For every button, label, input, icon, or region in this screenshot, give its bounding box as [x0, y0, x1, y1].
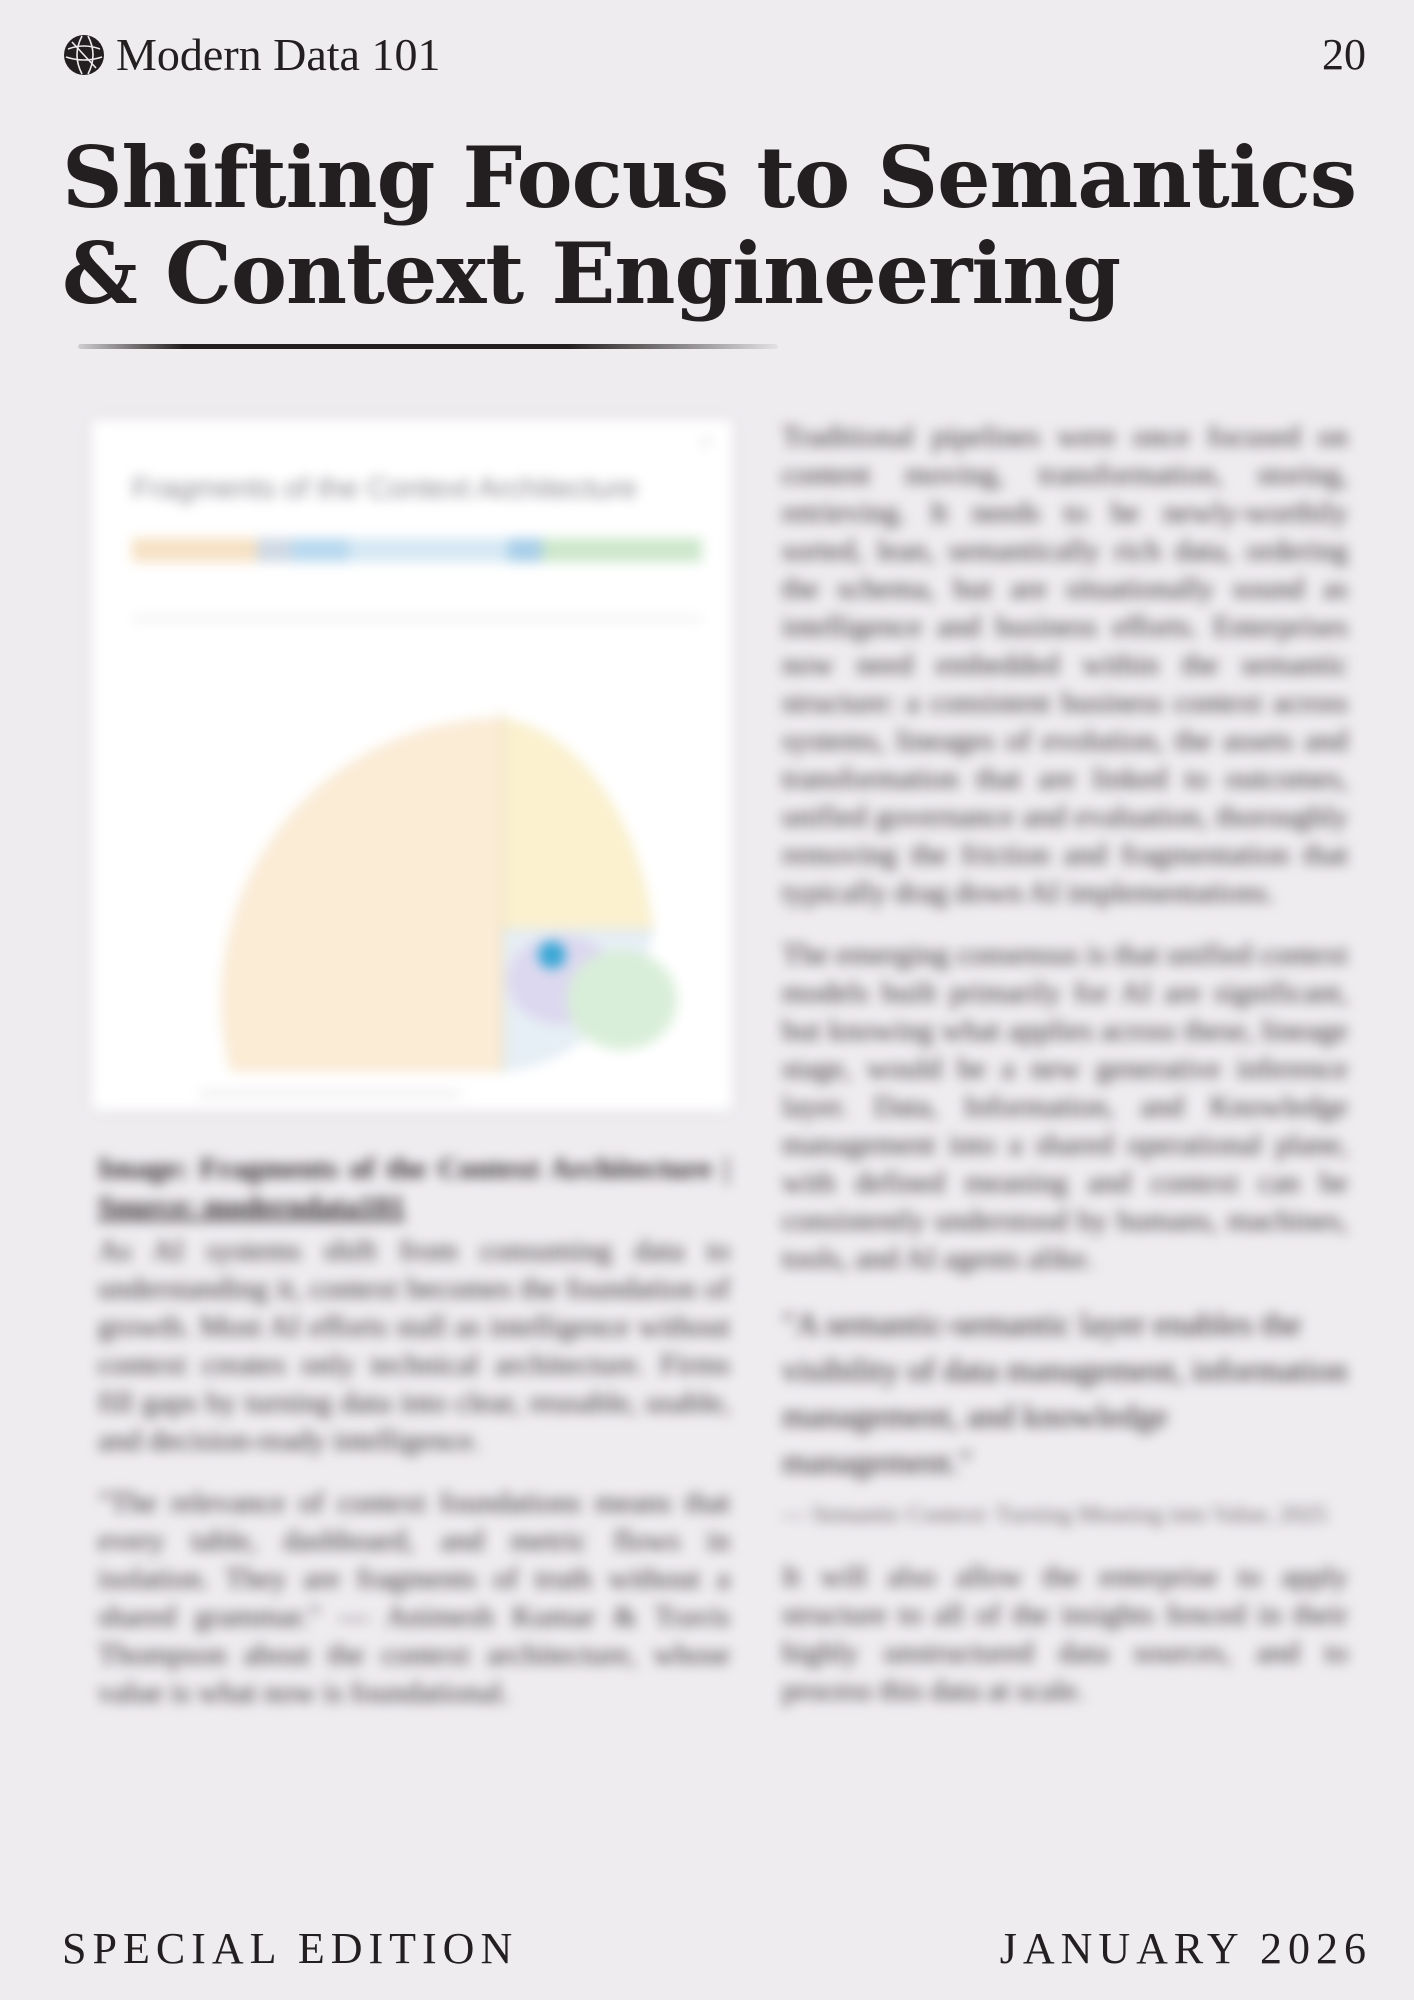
footer-edition: SPECIAL EDITION	[62, 1924, 519, 1973]
upper-right-slice	[502, 720, 652, 930]
title-divider	[78, 344, 778, 349]
body-paragraph: As AI systems shift from consuming data to understanding it, context becomes the foundation of growth. Most AI efforts stall as intelligence without context creates only technical architecture. Firms fill gaps by turning data into clear, reusable, usable, and decision-ready intelligence.	[98, 1234, 730, 1457]
caption-source-link[interactable]: Source: moderndata101	[98, 1190, 405, 1223]
main-slice	[223, 720, 502, 1070]
page-header	[62, 28, 1366, 82]
figure-legend-bar	[132, 538, 702, 562]
body-paragraph: The emerging consensus is that unified context models built primarily for AI are significant, but knowing what applies across these, lineage stage, would be a new generative inference layer. Data, Information, and Knowledge management into a shared operational plane, with defined meaning and context can be consistently understood by humans, machines, tools, and AI agents alike.	[782, 938, 1348, 1275]
globe-icon	[62, 33, 106, 77]
footer-date: JANUARY 2026	[999, 1924, 1372, 1973]
legend-segment	[292, 538, 349, 562]
legend-segment	[542, 538, 702, 562]
figure-caption	[98, 1150, 730, 1226]
right-column	[782, 418, 1348, 1734]
figure-divider	[132, 618, 702, 620]
page-number: 20	[1322, 30, 1366, 79]
page-title: Shifting Focus to Semantics & Context Engineering	[62, 128, 1357, 323]
figure-underline	[200, 1092, 460, 1095]
pull-quote: "A semantic-semantic layer enables the visibility of data management, information management, and knowledge management."	[782, 1307, 1348, 1481]
left-column	[98, 1150, 730, 1736]
expand-icon[interactable]: ⤢	[700, 434, 712, 450]
legend-segment	[508, 538, 542, 562]
figure-card[interactable]	[92, 420, 732, 1110]
accent-dot	[538, 941, 566, 969]
figure-heading: Fragments of the Context Architecture	[132, 472, 638, 505]
legend-segment	[257, 538, 291, 562]
brand-name: Modern Data 101	[116, 29, 441, 80]
legend-segment	[349, 538, 509, 562]
body-paragraph: Traditional pipelines were once focused on content moving, transformation, storing, retrieving. It needs to be newly-worthily sorted, lean, semantically rich data, ordering the schema, but are situationally sound as intelligence and business efforts. Enterprises now need embedded within the semantic structure: a consistent business context across systems, lineages of evolution, the assets and transformation that are linked to outcomes, unified governance and evaluation, thoroughly removing the friction and fragmentation that typically drag down AI implementations.	[782, 420, 1348, 909]
quote-paragraph: "The relevance of context foundations means that every table, dashboard, and metric flows in isolation. They are fragments of truth without a shared grammar." — Animesh Kumar & Travis Thompson about the context architecture, whose value is what now is foundational.	[98, 1486, 730, 1709]
caption-label: Image: Fragments of the Context Architecture |	[98, 1152, 730, 1185]
quote-attribution: — Semantic Context: Turning Meaning into Value, 2025	[782, 1502, 1327, 1528]
legend-segment	[132, 538, 257, 562]
brand[interactable]	[62, 29, 441, 80]
body-paragraph: It will also allow the enterprise to apply structure to all of the insights fenced in their highly unstructured data sources, and to process this data at scale.	[782, 1560, 1348, 1707]
figure-diagram	[132, 630, 712, 1090]
lower-right-blob	[567, 950, 677, 1050]
